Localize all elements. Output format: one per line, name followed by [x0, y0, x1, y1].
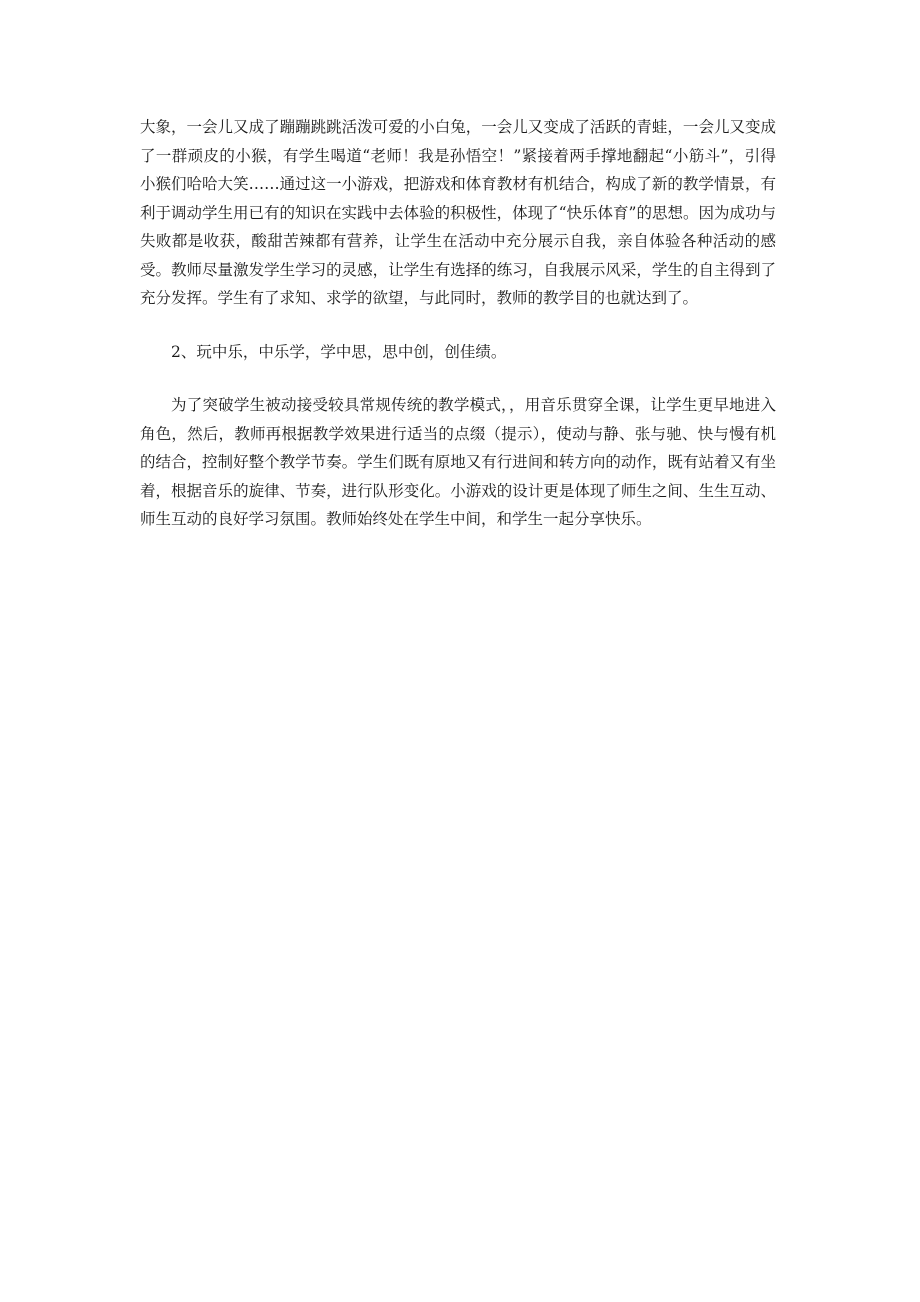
document-body: [140, 113, 776, 534]
paragraph-continuation: 大象，一会儿又成了蹦蹦跳跳活泼可爱的小白兔，一会儿又变成了活跃的青蛙，一会儿又变成了一群顽皮的小猴，有学生喝道“老师！我是孙悟空！”紧接着两手撑地翻起“小筋斗”，引得小猴们哈哈大笑……通过这一小游戏，把游戏和体育教材有机结合，构成了新的教学情景，有利于调动学生用已有的知识在实践中去体验的积极性，体现了“快乐体育”的思想。因为成功与失败都是收获，酸甜苦辣都有营养，让学生在活动中充分展示自我，亲自体验各种活动的感受。教师尽量激发学生学习的灵感，让学生有选择的练习，自我展示风采，学生的自主得到了充分发挥。学生有了求知、求学的欲望，与此同时，教师的教学目的也就达到了。: [140, 118, 776, 307]
section-heading: 2、玩中乐，中乐学，学中思，思中创，创佳绩。: [171, 342, 507, 361]
paragraph-body: 为了突破学生被动接受较具常规传统的教学模式，，用音乐贯穿全课，让学生更早地进入角色，然后，教师再根据教学效果进行适当的点缀（提示），使动与静、张与驰、快与慢有机的结合，控制好整个教学节奏。学生们既有原地又有行进间和转方向的动作，既有站着又有坐着，根据音乐的旋律、节奏，进行队形变化。小游戏的设计更是体现了师生之间、生生互动、师生互动的良好学习氛围。教师始终处在学生中间，和学生一起分享快乐。: [140, 396, 776, 528]
